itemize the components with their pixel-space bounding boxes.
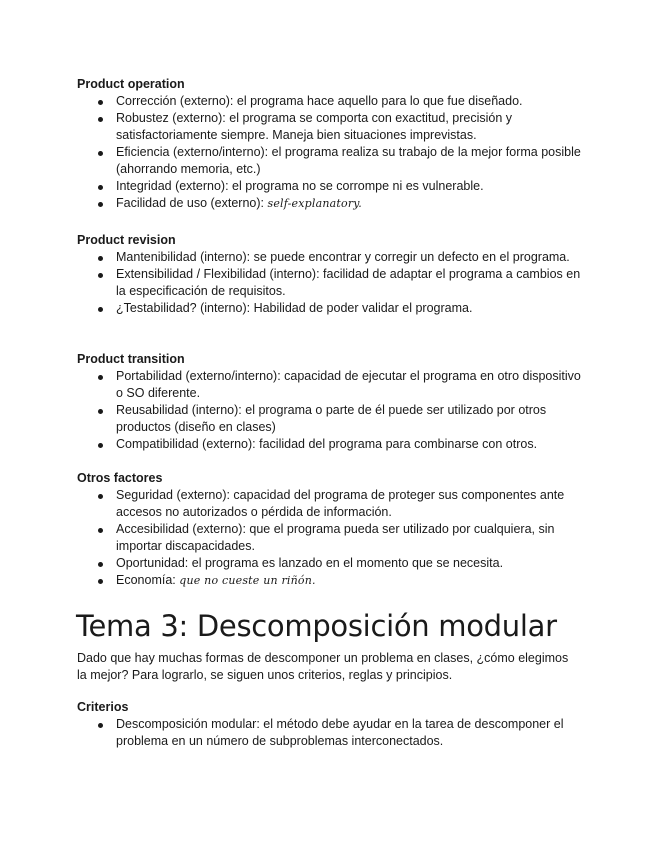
list-otros-factores [97,487,582,589]
list-item: Oportunidad: el programa es lanzado en el momento que se necesita. [97,555,582,572]
list-product-transition [97,368,582,453]
list-item: Extensibilidad / Flexibilidad (interno): facilidad de adaptar el programa a cambios en la especificación de requisitos. [97,266,582,300]
section-title-criterios: Criterios [77,700,129,714]
list-item: Seguridad (externo): capacidad del programa de proteger sus componentes ante accesos no autorizados o pérdida de información. [97,487,582,521]
handwritten-note: self-explanatory. [267,197,362,210]
list-item: Accesibilidad (externo): que el programa pueda ser utilizado por cualquiera, sin importar discapacidades. [97,521,582,555]
list-product-revision [97,249,582,317]
list-item: Compatibilidad (externo): facilidad del programa para combinarse con otros. [97,436,582,453]
list-item: Descomposición modular: el método debe ayudar en la tarea de descomponer el problema en un número de subproblemas interconectados. [97,716,582,750]
page-heading: Tema 3: Descomposición modular [76,609,557,643]
section-title-product-transition: Product transition [77,352,185,366]
list-item: Corrección (externo): el programa hace aquello para lo que fue diseñado. [97,93,582,110]
section-title-otros-factores: Otros factores [77,471,163,485]
list-item: Eficiencia (externo/interno): el programa realiza su trabajo de la mejor forma posible (ahorrando memoria, etc.) [97,144,582,178]
list-item: Portabilidad (externo/interno): capacidad de ejecutar el programa en otro dispositivo o SO diferente. [97,368,582,402]
list-item [97,195,582,212]
list-item: Integridad (externo): el programa no se corrompe ni es vulnerable. [97,178,582,195]
list-item: ¿Testabilidad? (interno): Habilidad de poder validar el programa. [97,300,582,317]
list-item [97,572,582,589]
list-product-operation [97,93,582,212]
list-criterios [97,716,582,750]
list-item: Mantenibilidad (interno): se puede encontrar y corregir un defecto en el programa. [97,249,582,266]
section-title-product-operation: Product operation [77,77,185,91]
section-title-product-revision: Product revision [77,233,176,247]
intro-paragraph: Dado que hay muchas formas de descomponer un problema en clases, ¿cómo elegimos la mejor? Para lograrlo, se siguen unos criterios, reglas y principios. [77,651,569,682]
handwritten-note: que no cueste un riñón. [179,574,316,587]
list-item-text: Economía: [116,573,180,587]
list-item-text: Facilidad de uso (externo): [116,196,268,210]
list-item: Reusabilidad (interno): el programa o parte de él puede ser utilizado por otros productos (diseño en clases) [97,402,582,436]
list-item: Robustez (externo): el programa se comporta con exactitud, precisión y satisfactoriamente siempre. Maneja bien situaciones imprevistas. [97,110,582,144]
